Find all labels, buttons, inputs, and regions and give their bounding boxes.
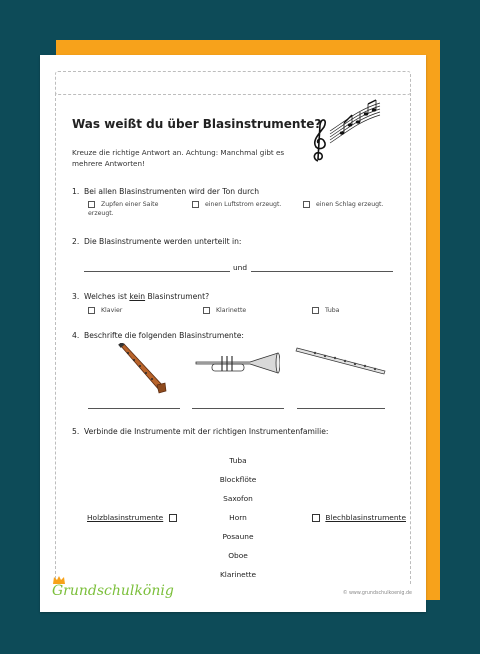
q1-option-1[interactable]: Zupfen einer Saite erzeugt. bbox=[88, 201, 159, 217]
emphasis-word: kein bbox=[129, 292, 146, 301]
question-3: 3. Welches ist kein Blasinstrument? bbox=[72, 292, 210, 301]
answer-line[interactable] bbox=[192, 408, 284, 409]
music-notes-icon bbox=[308, 95, 382, 169]
clarinet-icon bbox=[112, 343, 168, 395]
connect-checkbox[interactable] bbox=[312, 514, 320, 522]
question-4 bbox=[72, 331, 244, 340]
worksheet-page bbox=[40, 55, 426, 612]
family-blechblas bbox=[312, 513, 406, 522]
question-number: 2. bbox=[72, 237, 80, 246]
trumpet-icon bbox=[194, 351, 280, 377]
q3-option-3[interactable]: Tuba bbox=[312, 306, 339, 315]
question-text: Beschrifte die folgenden Blasinstrumente: bbox=[84, 331, 244, 340]
instrument-blockfloete: Blockflöte bbox=[219, 475, 257, 484]
connect-checkbox[interactable] bbox=[169, 514, 177, 522]
worksheet-title: Was weißt du über Blasinstrumente? bbox=[72, 117, 322, 131]
family-label: Holzblasinstrumente bbox=[87, 513, 164, 522]
question-number: 3. bbox=[72, 292, 80, 301]
instrument-saxofon: Saxofon bbox=[223, 494, 253, 503]
instrument-tuba: Tuba bbox=[229, 456, 247, 465]
brand-logo-text: Grundschulkönig bbox=[52, 583, 174, 599]
flute-icon bbox=[295, 345, 389, 377]
question-1 bbox=[72, 187, 259, 196]
question-2 bbox=[72, 237, 241, 246]
question-text: Verbinde die Instrumente mit der richtigen Instrumentenfamilie: bbox=[84, 427, 329, 436]
question-text: Bei allen Blasinstrumenten wird der Ton durch bbox=[84, 187, 260, 196]
answer-line[interactable] bbox=[88, 408, 180, 409]
checkbox[interactable] bbox=[88, 201, 95, 208]
checkbox[interactable] bbox=[312, 307, 319, 314]
answer-line[interactable] bbox=[251, 271, 393, 272]
footer-url: © www.grundschulkoenig.de bbox=[342, 591, 412, 596]
question-text: Die Blasinstrumente werden unterteilt in: bbox=[84, 237, 242, 246]
question-5 bbox=[72, 427, 328, 436]
checkbox[interactable] bbox=[192, 201, 199, 208]
q1-option-2[interactable]: einen Luftstrom erzeugt. bbox=[192, 200, 292, 209]
question-number: 4. bbox=[72, 331, 80, 340]
instrument-horn: Horn bbox=[229, 513, 247, 522]
instrument-posaune: Posaune bbox=[222, 532, 254, 541]
worksheet-intro: Kreuze die richtige Antwort an. Achtung: Manchmal gibt es mehrere Antworten! bbox=[72, 148, 285, 168]
family-label: Blechblasinstrumente bbox=[325, 513, 406, 522]
question-number: 5. bbox=[72, 427, 80, 436]
q1-option-3[interactable]: einen Schlag erzeugt. bbox=[303, 200, 393, 209]
checkbox[interactable] bbox=[303, 201, 310, 208]
dashed-header-frame bbox=[55, 71, 411, 95]
answer-line[interactable] bbox=[297, 408, 385, 409]
family-holzblas bbox=[87, 513, 177, 522]
checkbox[interactable] bbox=[88, 307, 95, 314]
answer-line[interactable] bbox=[84, 271, 230, 272]
question-number: 1. bbox=[72, 187, 80, 196]
connector-word: und bbox=[233, 263, 248, 272]
q3-option-1[interactable]: Klavier bbox=[88, 306, 122, 315]
q3-option-2[interactable]: Klarinette bbox=[203, 306, 246, 315]
instrument-klarinette: Klarinette bbox=[219, 570, 257, 579]
checkbox[interactable] bbox=[203, 307, 210, 314]
instrument-oboe: Oboe bbox=[228, 551, 248, 560]
